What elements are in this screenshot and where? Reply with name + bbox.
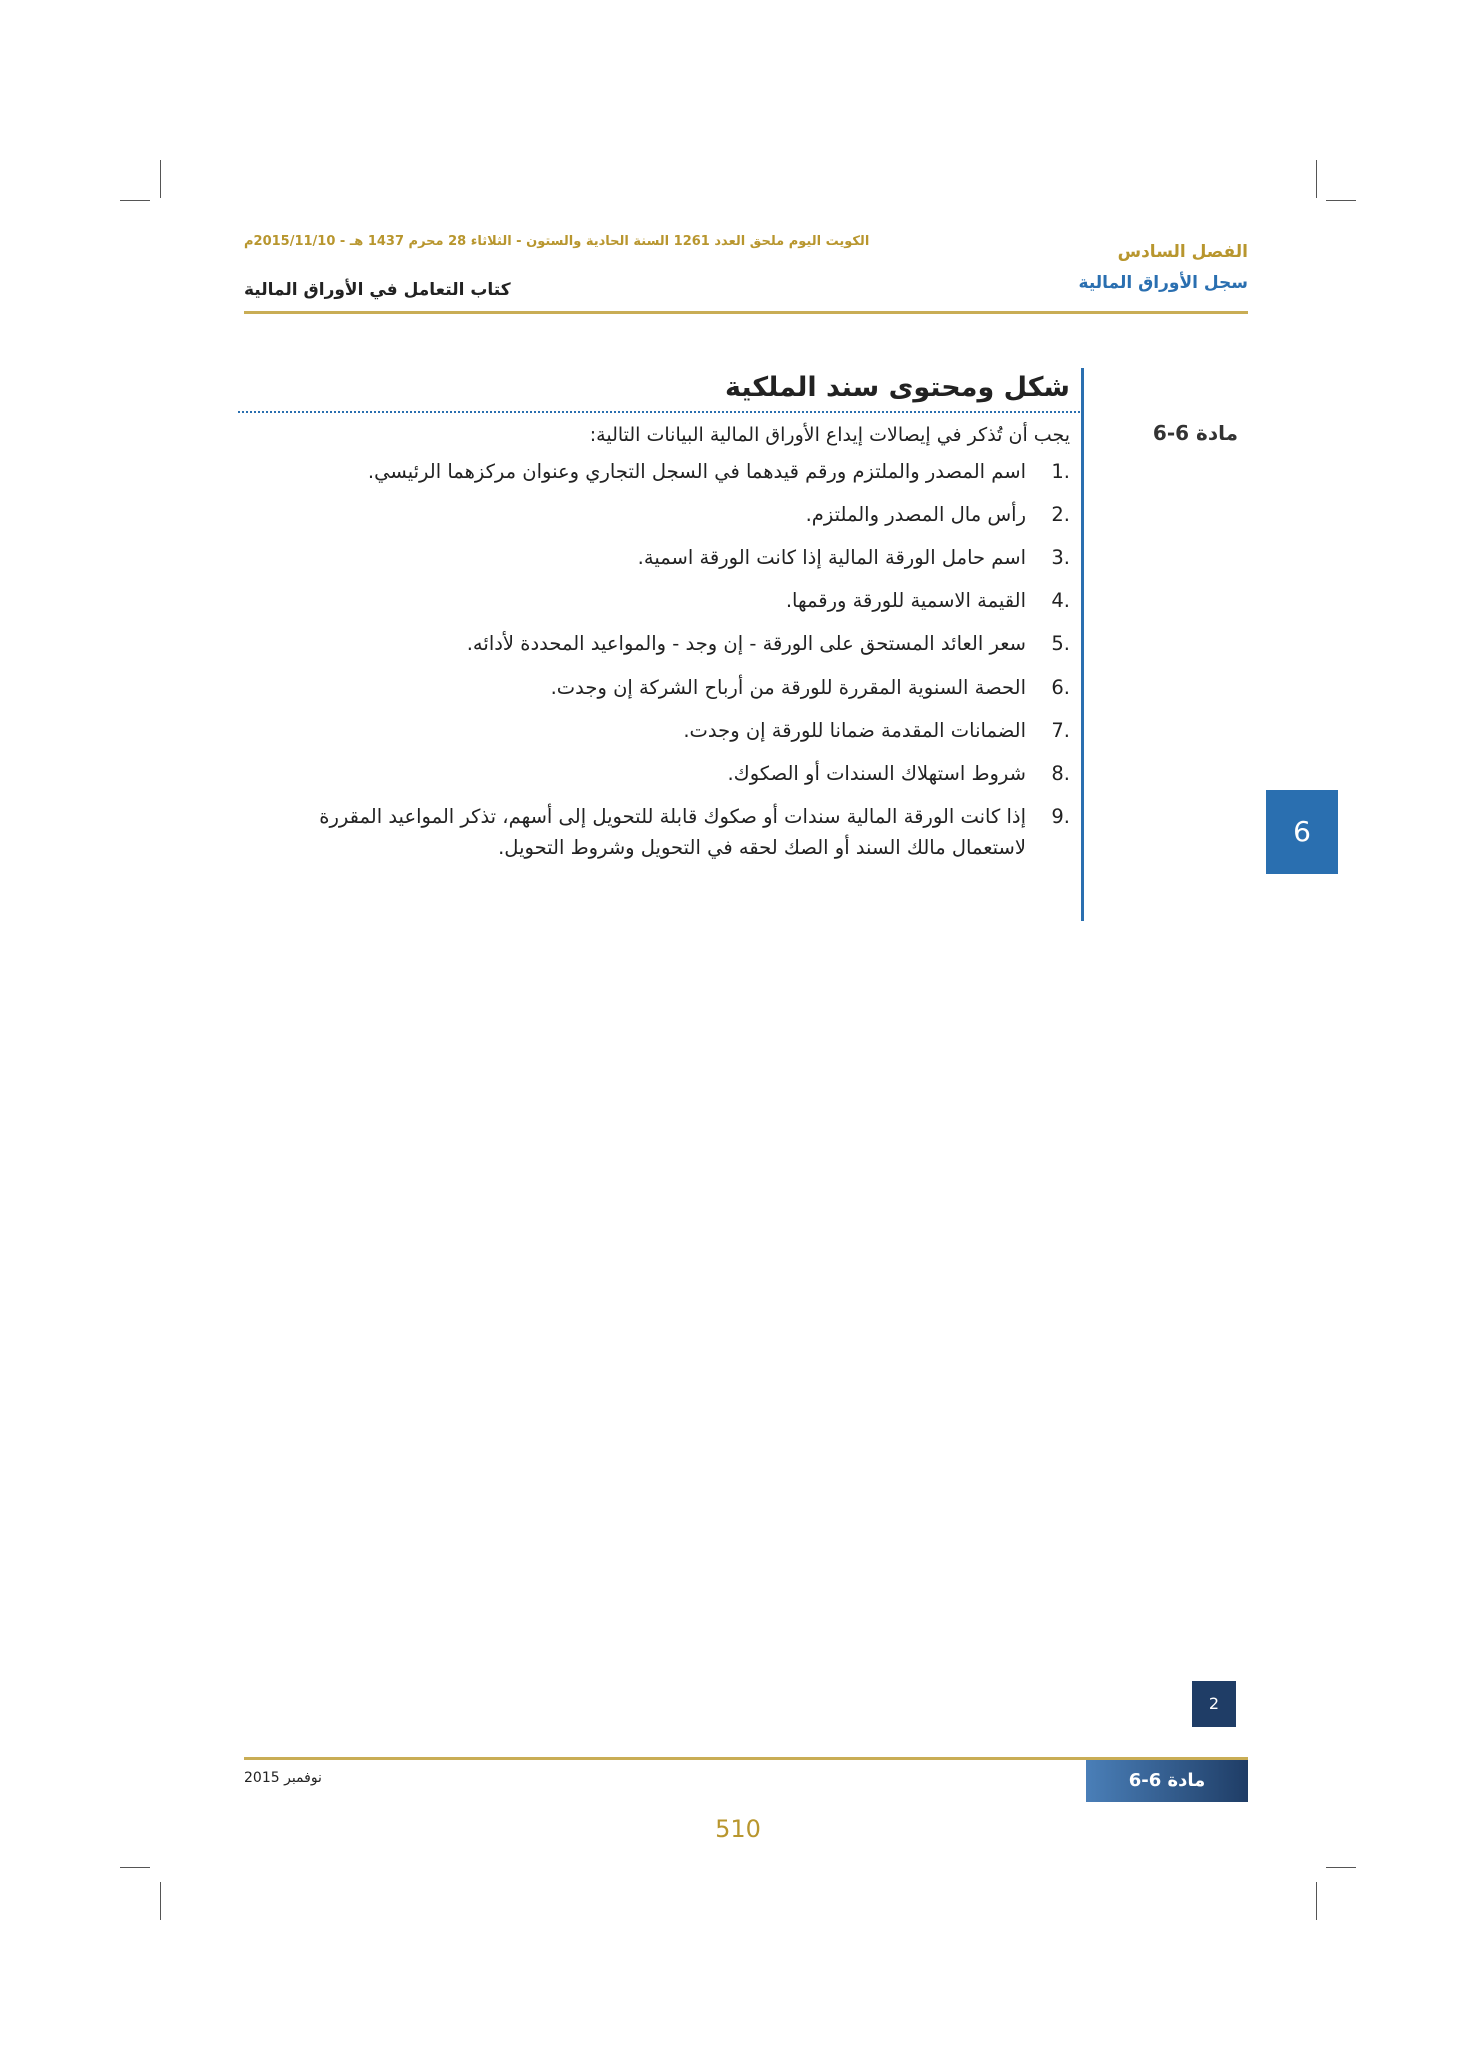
list-item: [240, 758, 1070, 789]
crop-mark: [120, 1867, 150, 1868]
item-text: القيمة الاسمية للورقة ورقمها.: [785, 589, 1026, 613]
gazette-line: الكويت اليوم ملحق العدد 1261 السنة الحادية والستون - الثلاثاء 28 محرم 1437 هـ - 2015/11/10م: [244, 234, 870, 249]
item-text: الحصة السنوية المقررة للورقة من أرباح الشركة إن وجدت.: [550, 675, 1026, 699]
article-intro: يجب أن تُذكر في إيصالات إيداع الأوراق المالية البيانات التالية:: [589, 424, 1070, 447]
dotted-divider: [238, 411, 1084, 413]
item-number: 1.: [1051, 459, 1070, 483]
item-text: اسم المصدر والملتزم ورقم قيدهما في السجل التجاري وعنوان مركزهما الرئيسي.: [367, 459, 1026, 483]
list-item: [240, 456, 1070, 487]
item-text: سعر العائد المستحق على الورقة - إن وجد - والمواعيد المحددة لأدائه.: [466, 632, 1026, 656]
item-number: 4.: [1051, 589, 1070, 613]
page-number: 510: [715, 1815, 761, 1843]
article-title: شكل ومحتوى سند الملكية: [725, 372, 1070, 403]
item-text: اسم حامل الورقة المالية إذا كانت الورقة اسمية.: [637, 545, 1026, 569]
item-number: 3.: [1051, 545, 1070, 569]
footer-date: نوفمبر 2015: [244, 1770, 322, 1786]
list-item: [240, 542, 1070, 573]
list-item: [240, 715, 1070, 746]
crop-mark: [120, 200, 150, 201]
chapter-tab: 6: [1266, 790, 1338, 874]
article-items: [240, 456, 1070, 864]
item-text: شروط استهلاك السندات أو الصكوك.: [727, 761, 1026, 785]
crop-mark: [1316, 160, 1317, 198]
crop-mark: [160, 160, 161, 198]
item-number: 6.: [1051, 675, 1070, 699]
footer-article-tab: مادة 6-6: [1086, 1760, 1248, 1802]
content-vertical-rule: [1081, 368, 1084, 921]
list-item: [240, 628, 1070, 659]
page-index-box: 2: [1192, 1681, 1236, 1727]
chapter-heading: الفصل السادس: [1117, 242, 1248, 262]
item-text: رأس مال المصدر والملتزم.: [805, 502, 1026, 526]
crop-mark: [1326, 1867, 1356, 1868]
list-item: [240, 801, 1070, 863]
list-item: [240, 499, 1070, 530]
article-label: مادة 6-6: [1152, 421, 1238, 445]
section-heading: سجل الأوراق المالية: [1078, 273, 1248, 293]
item-number: 9.: [1051, 805, 1070, 829]
list-item: [240, 585, 1070, 616]
item-text: الضمانات المقدمة ضمانا للورقة إن وجدت.: [683, 718, 1026, 742]
article-content: [240, 370, 1070, 875]
crop-mark: [1326, 200, 1356, 201]
book-title: كتاب التعامل في الأوراق المالية: [244, 280, 511, 300]
crop-mark: [160, 1882, 161, 1920]
crop-mark: [1316, 1882, 1317, 1920]
item-number: 5.: [1051, 632, 1070, 656]
item-number: 7.: [1051, 718, 1070, 742]
header-divider: [244, 311, 1248, 314]
item-text: إذا كانت الورقة المالية سندات أو صكوك قابلة للتحويل إلى أسهم، تذكر المواعيد المقررة لاستعمال مالك السند أو الصك لحقه في التحويل وشروط التحويل.: [319, 805, 1026, 860]
item-number: 2.: [1051, 502, 1070, 526]
list-item: [240, 672, 1070, 703]
item-number: 8.: [1051, 761, 1070, 785]
